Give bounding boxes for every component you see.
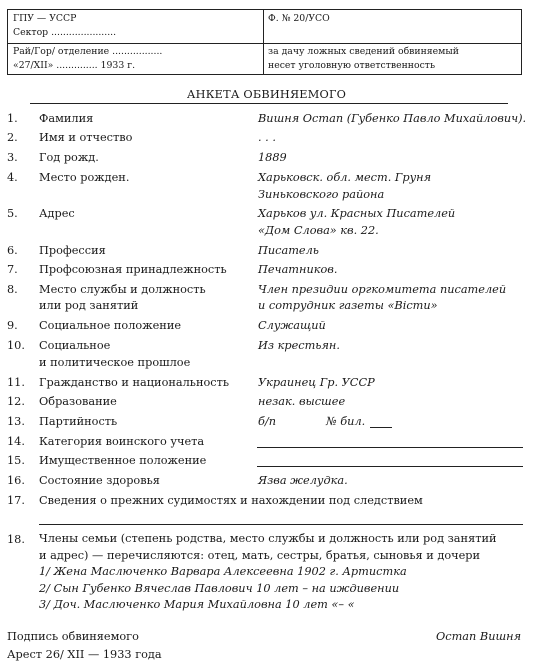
header-line: Рай/Гор/ отделение .................: [13, 46, 163, 57]
field-number: 7.: [7, 263, 18, 276]
field-value: Член президии оргкомитета писателей: [258, 283, 507, 296]
field-label: Образование: [39, 395, 117, 408]
field-number: 17.: [7, 494, 25, 507]
family-member: 3/ Доч. Маслюченко Мария Михайловна 10 лет «– «: [39, 598, 355, 611]
field-label: Состояние здоровья: [39, 474, 160, 487]
header-line: несет уголовную ответственность: [268, 60, 436, 71]
header-department-date: [13, 45, 162, 73]
header-liability-note: [268, 45, 459, 73]
title-underline: [30, 103, 508, 104]
field-number: 8.: [7, 283, 18, 296]
blank-line: [39, 524, 523, 525]
header-line: за дачу ложных сведений обвиняемый: [268, 46, 459, 57]
field-label: Категория воинского учета: [39, 435, 205, 448]
field-value: 1889: [258, 151, 287, 164]
field-label: или род занятий: [39, 299, 139, 312]
field-value: Вишня Остап (Губенко Павло Михайлович).: [258, 112, 527, 125]
field-number: 1.: [7, 112, 18, 125]
field-label: Имущественное положение: [39, 454, 207, 467]
field-value: Язва желудка.: [258, 474, 348, 487]
family-members-section: [39, 531, 529, 614]
arrest-date: Арест 26/ XII — 1933 года: [7, 648, 162, 661]
header-line: «27/XII» .............. 1933 г.: [13, 60, 136, 71]
field-number: 9.: [7, 319, 18, 332]
field-label: Место рожден.: [39, 171, 130, 184]
header-divider-horizontal: [8, 43, 521, 44]
field-label: Фамилия: [39, 112, 94, 125]
field-label: Профсоюзная принадлежность: [39, 263, 227, 276]
field-value: Из крестьян.: [258, 339, 340, 352]
field-value: Украинец Гр. УССР: [258, 376, 375, 389]
field-number: 4.: [7, 171, 18, 184]
header-line: Сектор ......................: [13, 27, 117, 38]
field-value: Зиньковского района: [258, 188, 385, 201]
field-value: «Дом Слова» кв. 22.: [258, 224, 379, 237]
field-label: Место службы и должность: [39, 283, 206, 296]
field-value: незак. высшее: [258, 395, 346, 408]
family-intro-line: и адрес) — перечисляются: отец, мать, сестры, братья, сыновья и дочери: [39, 548, 481, 562]
field-label: Социальное положение: [39, 319, 182, 332]
party-card-blank-line: [370, 427, 392, 428]
field-number: 5.: [7, 207, 18, 220]
field-number: 14.: [7, 435, 25, 448]
field-value: Служащий: [258, 319, 326, 332]
field-label: Год рожд.: [39, 151, 99, 164]
field-number: 6.: [7, 244, 18, 257]
field-value: Харьковск. обл. мест. Груня: [258, 171, 432, 184]
family-member: 1/ Жена Маслюченко Варвара Алексеевна 1902 г. Артистка: [39, 565, 407, 578]
header-line: Ф. № 20/УСО: [268, 13, 330, 24]
field-number: 16.: [7, 474, 25, 487]
field-number: 3.: [7, 151, 18, 164]
field-number: 18.: [7, 533, 25, 546]
family-member: 2/ Сын Губенко Вячеслав Павлович 10 лет – на иждивении: [39, 581, 400, 595]
field-value: Писатель: [258, 244, 319, 257]
field-value: и сотрудник газеты «Вісти»: [258, 299, 438, 312]
field-value: Печатников.: [258, 263, 338, 276]
family-intro-line: Члены семьи (степень родства, место службы и должность или род занятий: [39, 532, 497, 545]
signature-name: Остап Вишня: [436, 630, 522, 643]
signature-label: Подпись обвиняемого: [7, 630, 139, 643]
form-header-box: [7, 9, 522, 75]
field-label: Партийность: [39, 415, 118, 428]
field-number: 10.: [7, 339, 25, 352]
field-number: 13.: [7, 415, 25, 428]
header-line: ГПУ — УССР: [13, 13, 77, 24]
field-value: . . .: [258, 131, 276, 144]
header-gpu-sector: [13, 12, 116, 40]
header-divider-vertical: [263, 10, 264, 74]
header-form-number: [268, 12, 330, 26]
field-label: Профессия: [39, 244, 106, 257]
field-number: 2.: [7, 131, 18, 144]
field-number: 15.: [7, 454, 25, 467]
page-title: АНКЕТА ОБВИНЯЕМОГО: [186, 88, 347, 101]
field-label: и политическое прошлое: [39, 356, 191, 369]
field-number: 12.: [7, 395, 25, 408]
blank-line: [257, 466, 523, 467]
field-value: б/п: [258, 415, 276, 428]
field-number: 11.: [7, 376, 25, 389]
field-label: Социальное: [39, 339, 111, 352]
field-label: Сведения о прежних судимостях и нахождении под следствием: [39, 494, 423, 507]
field-value: Харьков ул. Красных Писателей: [258, 207, 456, 220]
party-card-label: № бил.: [326, 415, 366, 428]
field-label: Имя и отчество: [39, 131, 133, 144]
field-label: Гражданство и национальность: [39, 376, 230, 389]
blank-line: [257, 447, 523, 448]
field-label: Адрес: [39, 207, 75, 220]
